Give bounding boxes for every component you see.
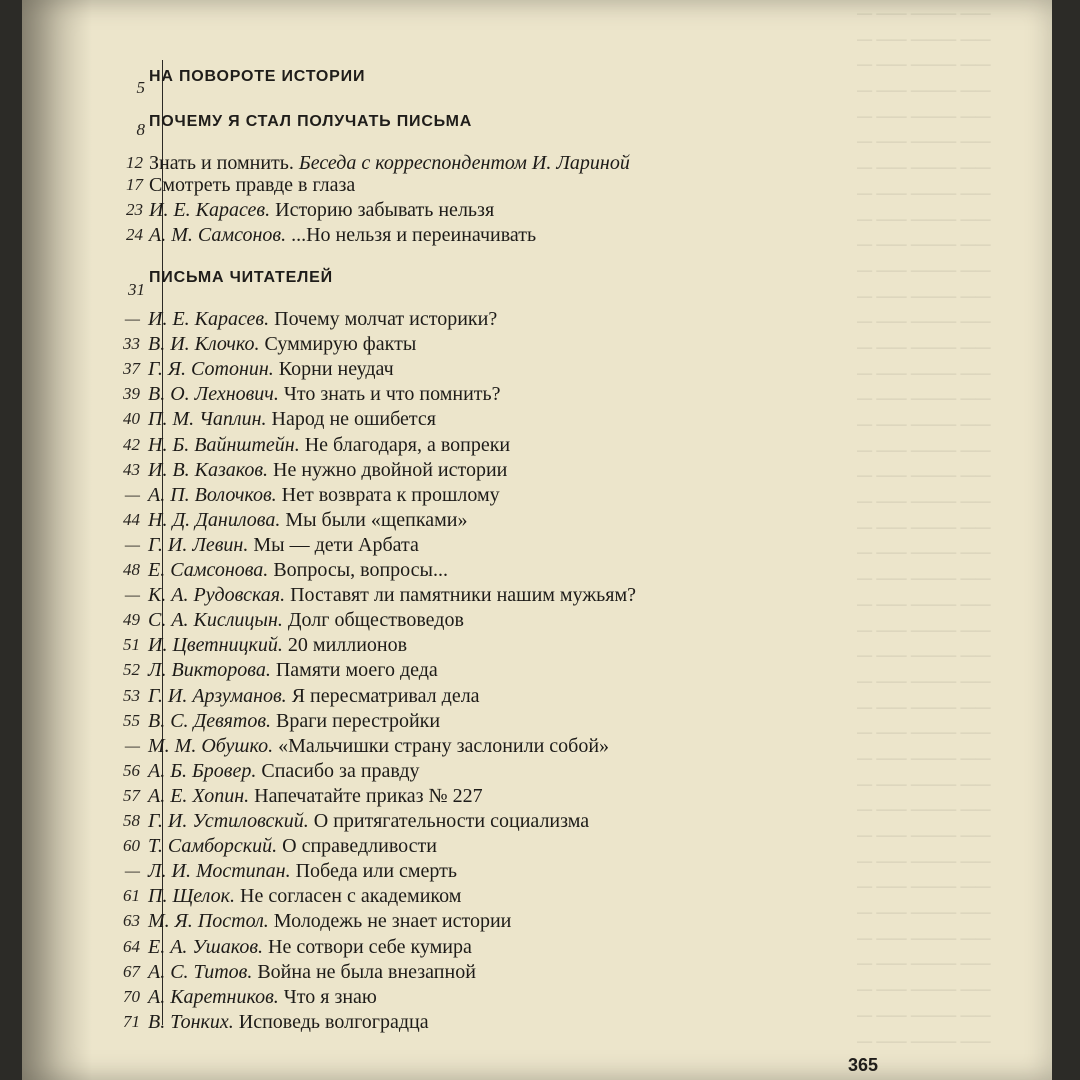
entry-title: Народ не ошибется [271, 408, 436, 431]
entry-title: Мы — дети Арбата [253, 533, 419, 556]
page-number: 56 [123, 760, 140, 780]
page-number: 63 [123, 911, 140, 931]
page-number: 70 [123, 986, 140, 1006]
page-number: 44 [123, 509, 140, 529]
show-through-line: — —— ——— —— [857, 465, 991, 485]
page-number: 23 [126, 200, 143, 219]
show-through-line: — —— ——— —— [857, 54, 991, 74]
show-through-line: — —— ——— —— [857, 825, 991, 844]
show-through-line: — —— ——— —— [857, 285, 991, 305]
show-through-line: — —— ——— —— [857, 362, 991, 382]
show-through-line: — —— ——— —— [857, 3, 991, 22]
entry-author: И. Цветницкий. [148, 634, 283, 657]
page-number: 24 [126, 225, 143, 244]
entry-title: ...Но нельзя и переиначивать [291, 224, 537, 246]
page-number: — [124, 484, 140, 504]
page-number: 17 [126, 175, 143, 194]
show-through-line: — —— ——— —— [857, 414, 991, 433]
entry-title: Я пересматривал дела [291, 684, 480, 707]
entry-author: Г. И. Арзуманов. [148, 684, 287, 707]
entry-author: К. А. Рудовская. [148, 584, 286, 607]
page-number: 42 [123, 434, 140, 454]
show-through-line: — —— ——— —— [857, 28, 991, 48]
show-through-line: — —— ——— —— [857, 696, 991, 716]
show-through-line: — —— ——— —— [857, 105, 991, 125]
page-number: 31 [128, 280, 145, 299]
show-through-line: — —— ——— —— [857, 799, 991, 819]
entry-title: Мы были «щепками» [285, 508, 468, 531]
section-title: ПОЧЕМУ Я СТАЛ ПОЛУЧАТЬ ПИСЬМА [149, 113, 473, 130]
section-title: ПИСЬМА ЧИТАТЕЛЕЙ [149, 269, 333, 286]
page-number: 39 [123, 384, 140, 404]
entry-title: Исповедь волгоградца [238, 1010, 429, 1033]
entry-title: Не сотвори себе кумира [268, 935, 472, 958]
page-number: 55 [123, 710, 140, 730]
show-through-line: — —— ——— —— [857, 542, 991, 562]
entry-author: Л. Викторова. [148, 659, 271, 682]
entry-author: А. Каретников. [148, 985, 279, 1008]
entry-author: А. С. Титов. [148, 960, 253, 983]
entry-author: Г. И. Устиловский. [148, 810, 309, 832]
show-through-line: — —— ——— —— [857, 439, 991, 459]
show-through-line: — —— ——— —— [857, 953, 991, 973]
show-through-line: — —— ——— —— [857, 259, 991, 279]
entry-title: Историю забывать нельзя [275, 199, 495, 221]
entry-author: М. Я. Постол. [148, 910, 269, 933]
page-number: 8 [136, 120, 145, 139]
entry-title: Война не была внезапной [257, 960, 476, 983]
entry-title: Молодежь не знает истории [273, 910, 512, 933]
page-folio: 365 [848, 1055, 879, 1075]
entry-author: Н. Д. Данилова. [148, 508, 281, 531]
show-through-line: — —— ——— —— [857, 491, 991, 511]
show-through-text [857, 0, 1037, 1060]
entry-author: Л. И. Мостипан. [148, 860, 291, 883]
show-through-line: — —— ——— —— [857, 388, 991, 408]
entry-author: Г. Я. Сотонин. [148, 358, 274, 381]
book-page [22, 0, 1052, 1080]
entry-author: Г. И. Левин. [148, 533, 249, 556]
show-through-line: — —— ——— —— [857, 593, 991, 613]
page-number: 5 [136, 78, 145, 97]
page-number: — [124, 585, 140, 605]
entry-author: А. Е. Хопин. [148, 784, 250, 807]
entry-title: Победа или смерть [295, 860, 458, 883]
page-number: 48 [123, 560, 140, 579]
entry-author: Т. Самборский. [148, 835, 278, 858]
show-through-line: — —— ——— —— [857, 208, 991, 228]
entry-author: П. Щелок. [148, 885, 236, 908]
entry-title: Что я знаю [283, 985, 377, 1008]
show-through-line: — —— ——— —— [857, 80, 991, 100]
page-number: — [124, 309, 140, 328]
show-through-line: — —— ——— —— [857, 336, 991, 356]
page-number: 57 [123, 785, 140, 805]
entry-author: А. М. Самсонов. [149, 224, 287, 246]
entry-author: А. П. Волочков. [148, 483, 277, 506]
entry-author: А. Б. Бровер. [148, 759, 257, 782]
entry-author: И. Е. Карасев. [148, 308, 270, 330]
show-through-line: — —— ——— —— [857, 131, 991, 151]
entry-title: Напечатайте приказ № 227 [254, 784, 483, 807]
entry-title: Вопросы, вопросы... [273, 559, 448, 581]
show-through-line: — —— ——— —— [857, 902, 991, 922]
entry-author: В. С. Девятов. [148, 709, 271, 732]
entry-title: Долг обществоведов [287, 609, 464, 632]
section-title: НА ПОВОРОТЕ ИСТОРИИ [149, 68, 366, 85]
entry-author: И. В. Казаков. [148, 458, 269, 481]
show-through-line: — —— ——— —— [857, 773, 991, 793]
entry-author: П. М. Чаплин. [148, 408, 267, 431]
show-through-line: — —— ——— —— [857, 516, 991, 536]
entry-author: В. Тонких. [148, 1010, 234, 1033]
entry-title: Смотреть правде в глаза [149, 174, 356, 196]
show-through-line: — —— ——— —— [857, 182, 991, 202]
show-through-line: — —— ——— —— [857, 234, 991, 254]
page-number: 33 [123, 334, 140, 354]
show-through-line: — —— ——— —— [857, 876, 991, 896]
entry-author: Е. Самсонова. [148, 559, 269, 581]
entry-title: Знать и помнить. [149, 152, 294, 174]
page-number: 53 [123, 685, 140, 705]
show-through-line: — —— ——— —— [857, 722, 991, 742]
entry-author: М. М. Обушко. [148, 734, 274, 757]
entry-title: Поставят ли памятники нашим мужьям? [290, 584, 636, 607]
entry-title: Не согласен с академиком [240, 885, 462, 908]
show-through-line: — —— ——— —— [857, 568, 991, 588]
page-number: — [124, 735, 140, 755]
entry-title: Не нужно двойной истории [273, 458, 508, 481]
page-number: 71 [123, 1011, 140, 1031]
page-number: 51 [123, 635, 140, 655]
entry-author: В. И. Клочко. [148, 333, 260, 356]
page-number: 37 [123, 359, 140, 379]
entry-title: Не благодаря, а вопреки [304, 433, 511, 456]
show-through-line: — —— ——— —— [857, 311, 991, 331]
entry-title: Корни неудач [278, 358, 394, 381]
entry-subtitle: Беседа с корреспондентом И. Лариной [298, 152, 630, 174]
entry-title: Враги перестройки [276, 709, 441, 732]
page-number: 58 [123, 811, 140, 830]
page-number: 12 [126, 153, 143, 172]
page-number: 67 [123, 961, 140, 981]
entry-title: Что знать и что помнить? [283, 383, 501, 406]
page-number: — [124, 861, 140, 881]
show-through-line: — —— ——— —— [857, 645, 991, 665]
page-number: 64 [123, 936, 140, 956]
entry-title: О справедливости [282, 835, 437, 858]
entry-author: В. О. Лехнович. [148, 383, 279, 406]
entry-author: И. Е. Карасев. [149, 199, 271, 221]
show-through-line: — —— ——— —— [857, 619, 991, 639]
entry-title: «Мальчишки страну заслонили собой» [278, 734, 610, 757]
show-through-line: — —— ——— —— [857, 850, 991, 870]
entry-author: С. А. Кислицын. [148, 609, 283, 632]
show-through-line: — —— ——— —— [857, 670, 991, 690]
page-number: 61 [123, 886, 140, 906]
entry-author: Е. А. Ушаков. [148, 935, 263, 958]
show-through-line: — —— ——— —— [857, 157, 991, 177]
entry-title: Памяти моего деда [275, 659, 438, 682]
entry-author: Н. Б. Вайнштейн. [148, 433, 300, 456]
show-through-line: — —— ——— —— [857, 927, 991, 947]
entry-title: Спасибо за правду [261, 759, 420, 782]
page-number: 43 [123, 459, 140, 479]
entry-title: 20 миллионов [287, 634, 408, 657]
show-through-line: — —— ——— —— [857, 1030, 991, 1050]
show-through-line: — —— ——— —— [857, 747, 991, 767]
entry-title: О притягательности социализма [313, 810, 590, 832]
page-number: 52 [123, 660, 140, 680]
page-number: — [124, 534, 140, 554]
entry-title: Нет возврата к прошлому [281, 483, 500, 506]
show-through-line: — —— ——— —— [857, 1004, 991, 1024]
entry-title: Суммирую факты [264, 333, 417, 356]
page-number: 40 [123, 409, 140, 429]
page-number: 60 [123, 836, 140, 856]
show-through-line: — —— ——— —— [857, 979, 991, 999]
entry-title: Почему молчат историки? [274, 308, 498, 330]
page-number: 49 [123, 610, 140, 630]
